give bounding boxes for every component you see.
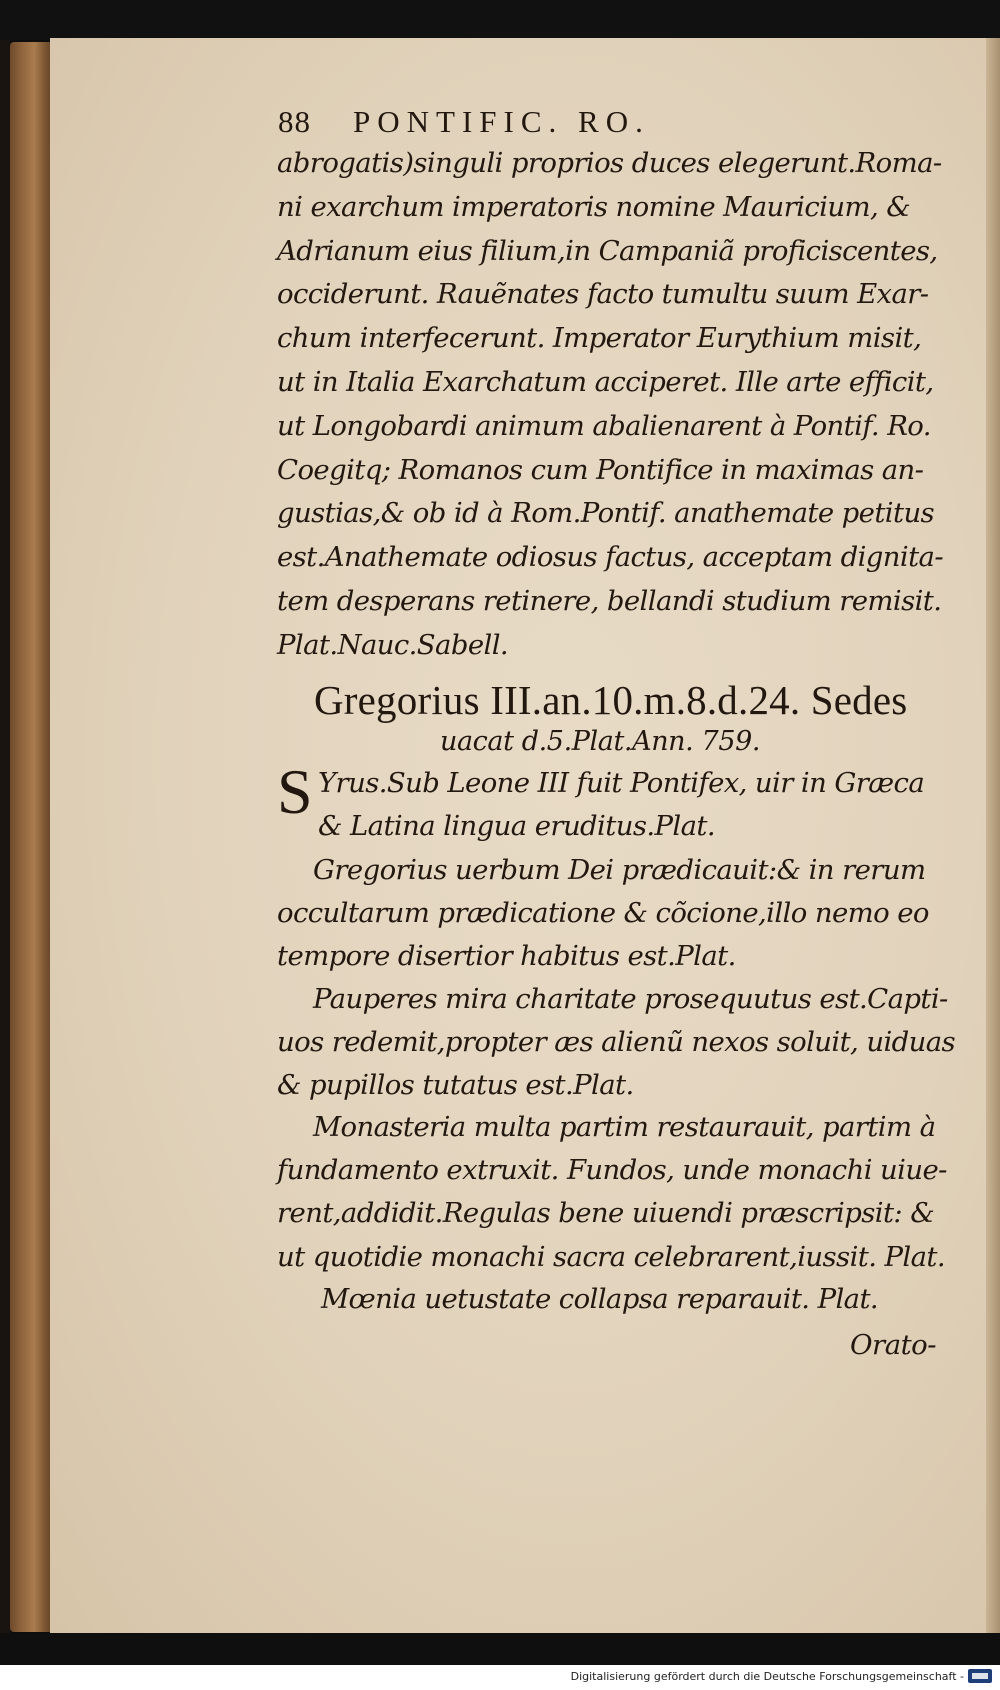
- body-text-continued: [277, 142, 967, 668]
- paragraph: [277, 978, 967, 1108]
- text-line: & pupillos tutatus est.Plat.: [277, 1069, 634, 1102]
- text-line: rent,addidit.Regulas bene uiuendi præscripsit: &: [277, 1197, 935, 1230]
- scan-background-bottom: [0, 1633, 1000, 1665]
- running-title: PONTIFIC. RO.: [353, 104, 650, 139]
- text-line: ut quotidie monachi sacra celebrarent,iussit. Plat.: [277, 1240, 945, 1273]
- paragraph: [277, 1278, 967, 1321]
- text-line: fundamento extruxit. Fundos, unde monachi uiue-: [277, 1154, 947, 1187]
- text-line: ni exarchum imperatoris nomine Mauricium, &: [277, 190, 911, 223]
- drop-initial: S: [277, 756, 312, 827]
- text-line: Gregorius uerbum Dei prædicauit:& in rerum: [313, 854, 926, 886]
- text-line: tempore disertior habitus est.Plat.: [277, 940, 736, 973]
- digitization-credit-bar: [0, 1665, 1000, 1690]
- paragraph: [277, 849, 967, 979]
- text-line: tem desperans retinere, bellandi studium remisit.: [277, 584, 942, 617]
- text-line: chum interfecerunt. Imperator Eurythium misit,: [277, 322, 922, 355]
- text-line: Yrus.Sub Leone III fuit Pontifex, uir in Græca: [318, 767, 925, 799]
- running-header: [278, 104, 838, 140]
- text-line: Monasteria multa partim restaurauit, partim à: [313, 1111, 936, 1143]
- paragraph: [277, 756, 967, 848]
- scan-background-top: [0, 0, 1000, 40]
- text-line: est.Anathemate odiosus factus, acceptam dignita-: [277, 541, 944, 574]
- text-line: Coegitq; Romanos cum Pontifice in maximas an-: [277, 453, 924, 486]
- text-line: & Latina lingua eruditus.Plat.: [318, 810, 715, 843]
- book-spine-edge: [10, 42, 54, 1632]
- text-line: uos redemit,propter æs alienũ nexos soluit, uiduas: [277, 1026, 956, 1059]
- text-line: occiderunt. Rauẽnates facto tumultu suum Exar-: [277, 278, 929, 311]
- text-line: ut in Italia Exarchatum acciperet. Ille arte efficit,: [277, 365, 934, 398]
- text-line: gustias,& ob id à Rom.Pontif. anathemate petitus: [277, 497, 935, 530]
- page-fore-edge: [986, 38, 1000, 1633]
- dfg-logo-icon: [968, 1669, 992, 1683]
- text-line: Mœnia uetustate collapsa reparauit. Plat.: [321, 1283, 879, 1315]
- text-line: Plat.Nauc.Sabell.: [277, 628, 509, 661]
- text-line: occultarum prædicatione & cõcione,illo nemo eo: [277, 897, 929, 930]
- section-subheading: uacat d.5.Plat.Ann. 759.: [440, 726, 761, 757]
- page-number: 88: [278, 104, 311, 139]
- digitization-credit: Digitalisierung gefördert durch die Deutsche Forschungsgemeinschaft -: [570, 1670, 964, 1683]
- text-line: abrogatis)singuli proprios duces elegerunt.Roma-: [277, 147, 942, 179]
- text-line: Pauperes mira charitate prosequutus est.Capti-: [313, 983, 948, 1015]
- text-line: ut Longobardi animum abalienarent à Pontif. Ro.: [277, 409, 931, 442]
- section-heading: Gregorius III.an.10.m.8.d.24. Sedes: [314, 677, 908, 723]
- catchword: Orato-: [850, 1329, 936, 1361]
- text-line: Adrianum eius filium,in Campaniã proficiscentes,: [277, 234, 938, 267]
- paragraph: [277, 1106, 967, 1279]
- scan-background-left: [0, 40, 10, 1660]
